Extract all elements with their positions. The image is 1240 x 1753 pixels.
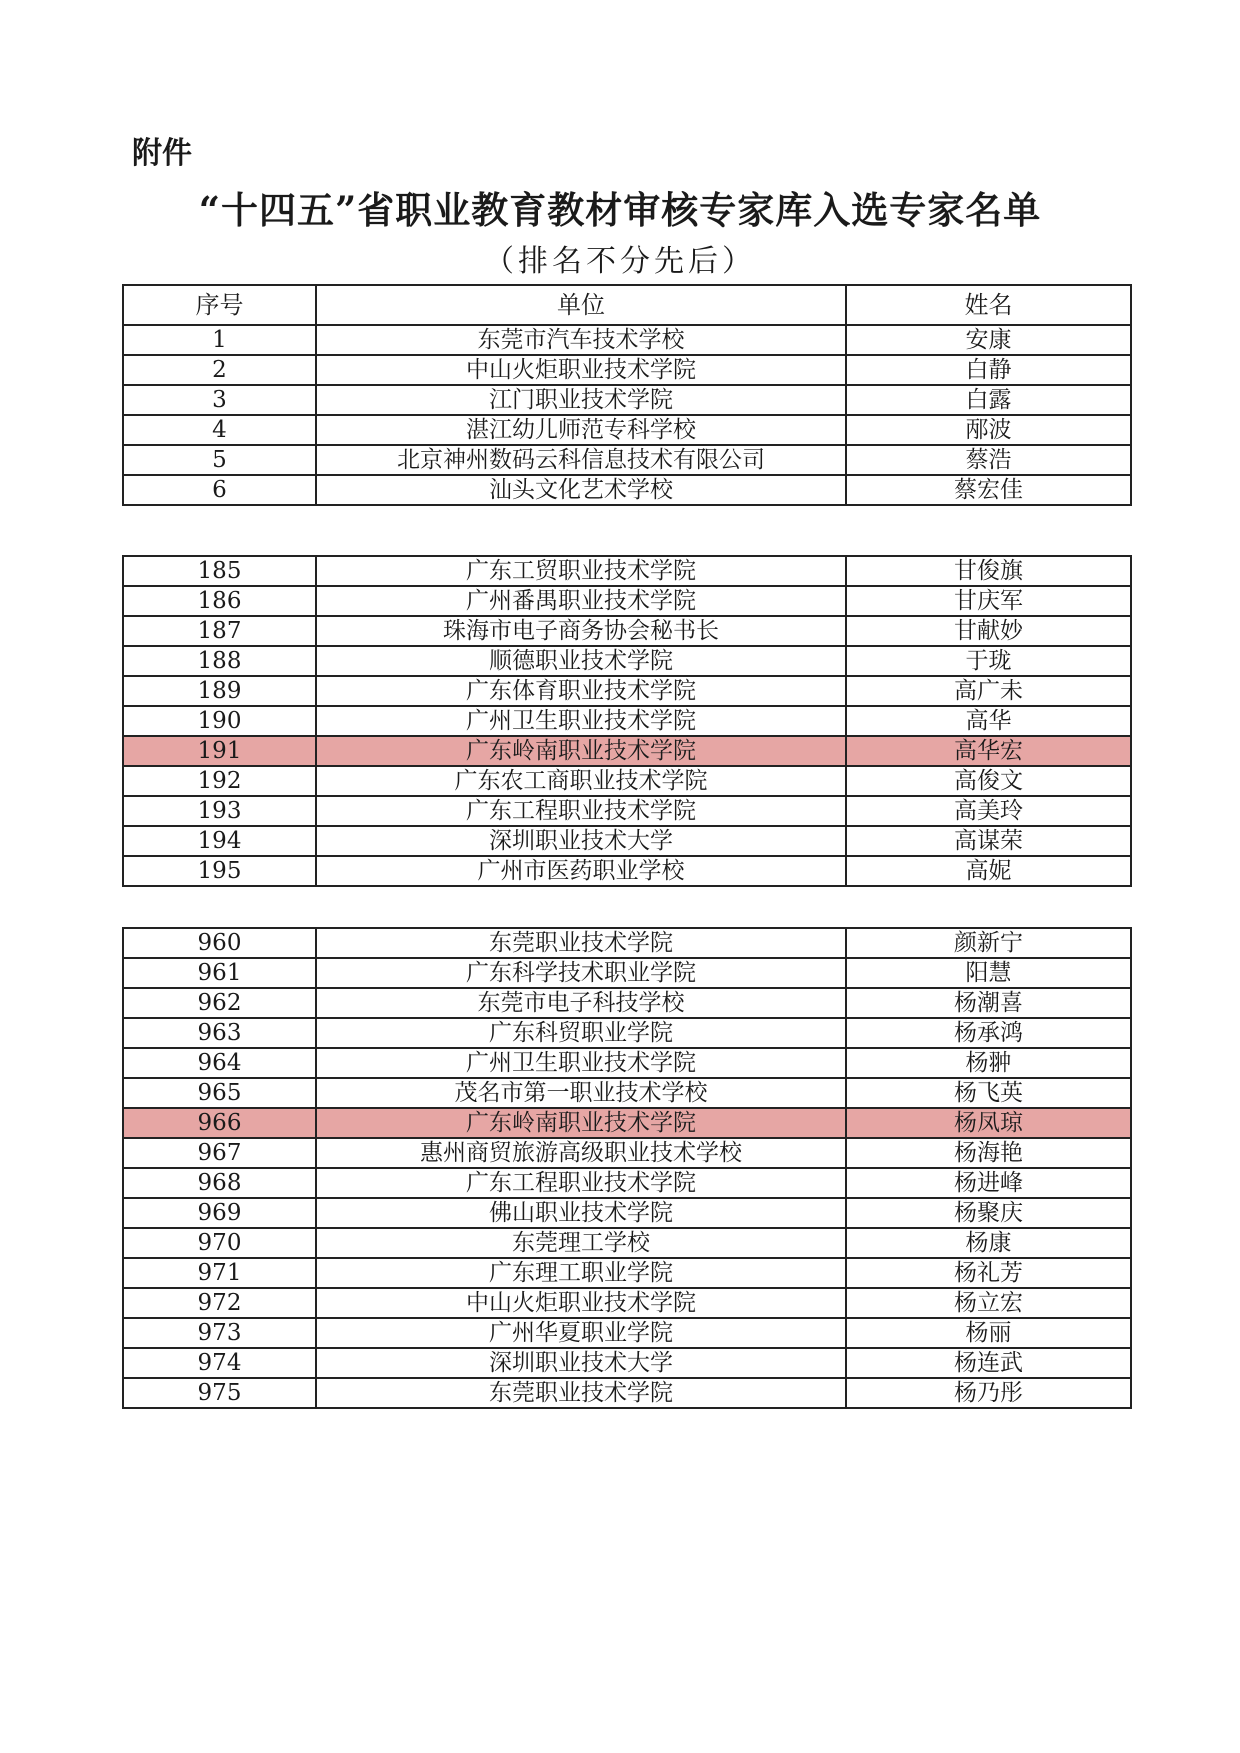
- expert-name-cell: 甘庆军: [846, 586, 1131, 616]
- serial-number-cell: 189: [123, 676, 316, 706]
- expert-name-cell: 高广未: [846, 676, 1131, 706]
- serial-number-cell: 187: [123, 616, 316, 646]
- serial-number-cell: 4: [123, 415, 316, 445]
- unit-cell: 广东工程职业技术学院: [316, 796, 846, 826]
- table-row: [123, 1318, 1131, 1348]
- unit-cell: 惠州商贸旅游高级职业技术学校: [316, 1138, 846, 1168]
- unit-cell: 佛山职业技术学院: [316, 1198, 846, 1228]
- serial-number-cell: 3: [123, 385, 316, 415]
- unit-cell: 广州华夏职业学院: [316, 1318, 846, 1348]
- unit-cell: 中山火炬职业技术学院: [316, 355, 846, 385]
- expert-name-cell: 杨海艳: [846, 1138, 1131, 1168]
- table-row: [123, 676, 1131, 706]
- header-name: 姓名: [846, 285, 1131, 325]
- serial-number-cell: 193: [123, 796, 316, 826]
- table-row: [123, 1198, 1131, 1228]
- table-header-row: [123, 285, 1131, 325]
- serial-number-cell: 964: [123, 1048, 316, 1078]
- serial-number-cell: 970: [123, 1228, 316, 1258]
- table-row: [123, 415, 1131, 445]
- table-row: [123, 1378, 1131, 1408]
- unit-cell: 广东岭南职业技术学院: [316, 736, 846, 766]
- document-title: “十四五”省职业教育教材审核专家库入选专家名单: [198, 188, 1042, 232]
- expert-name-cell: 高俊文: [846, 766, 1131, 796]
- serial-number-cell: 972: [123, 1288, 316, 1318]
- unit-cell: 珠海市电子商务协会秘书长: [316, 616, 846, 646]
- expert-name-cell: 高谋荣: [846, 826, 1131, 856]
- serial-number-cell: 185: [123, 556, 316, 586]
- expert-name-cell: 邴波: [846, 415, 1131, 445]
- table-row: [123, 646, 1131, 676]
- unit-cell: 广东体育职业技术学院: [316, 676, 846, 706]
- serial-number-cell: 192: [123, 766, 316, 796]
- table-row: [123, 325, 1131, 355]
- expert-name-cell: 高妮: [846, 856, 1131, 886]
- table-row: [123, 1168, 1131, 1198]
- serial-number-cell: 6: [123, 475, 316, 505]
- table-row: [123, 445, 1131, 475]
- expert-name-cell: 杨立宏: [846, 1288, 1131, 1318]
- table-row: [123, 826, 1131, 856]
- unit-cell: 汕头文化艺术学校: [316, 475, 846, 505]
- serial-number-cell: 1: [123, 325, 316, 355]
- expert-table-segment-3: [122, 927, 1132, 1409]
- expert-name-cell: 杨翀: [846, 1048, 1131, 1078]
- serial-number-cell: 188: [123, 646, 316, 676]
- serial-number-cell: 975: [123, 1378, 316, 1408]
- expert-name-cell: 杨乃彤: [846, 1378, 1131, 1408]
- table-row: [123, 856, 1131, 886]
- table-row: [123, 1258, 1131, 1288]
- expert-name-cell: 安康: [846, 325, 1131, 355]
- table-row: [123, 958, 1131, 988]
- unit-cell: 东莞理工学校: [316, 1228, 846, 1258]
- serial-number-cell: 967: [123, 1138, 316, 1168]
- table-row: [123, 1048, 1131, 1078]
- unit-cell: 茂名市第一职业技术学校: [316, 1078, 846, 1108]
- unit-cell: 东莞市汽车技术学校: [316, 325, 846, 355]
- unit-cell: 广东科贸职业学院: [316, 1018, 846, 1048]
- unit-cell: 北京神州数码云科信息技术有限公司: [316, 445, 846, 475]
- serial-number-cell: 186: [123, 586, 316, 616]
- attachment-label: 附件: [132, 136, 192, 171]
- header-unit: 单位: [316, 285, 846, 325]
- unit-cell: 广州市医药职业学校: [316, 856, 846, 886]
- expert-name-cell: 杨飞英: [846, 1078, 1131, 1108]
- table-row: [123, 475, 1131, 505]
- serial-number-cell: 971: [123, 1258, 316, 1288]
- expert-name-cell: 杨礼芳: [846, 1258, 1131, 1288]
- serial-number-cell: 195: [123, 856, 316, 886]
- expert-name-cell: 白露: [846, 385, 1131, 415]
- unit-cell: 广东农工商职业技术学院: [316, 766, 846, 796]
- expert-name-cell: 杨潮喜: [846, 988, 1131, 1018]
- table-row-highlighted: [123, 736, 1131, 766]
- serial-number-cell: 191: [123, 736, 316, 766]
- table-row: [123, 796, 1131, 826]
- serial-number-cell: 965: [123, 1078, 316, 1108]
- expert-name-cell: 杨丽: [846, 1318, 1131, 1348]
- expert-name-cell: 杨凤琼: [846, 1108, 1131, 1138]
- unit-cell: 广州卫生职业技术学院: [316, 1048, 846, 1078]
- table-row: [123, 556, 1131, 586]
- table-row: [123, 1228, 1131, 1258]
- expert-name-cell: 高美玲: [846, 796, 1131, 826]
- table-row: [123, 355, 1131, 385]
- unit-cell: 东莞职业技术学院: [316, 1378, 846, 1408]
- table-row: [123, 1288, 1131, 1318]
- table-row: [123, 616, 1131, 646]
- unit-cell: 江门职业技术学院: [316, 385, 846, 415]
- expert-name-cell: 杨连武: [846, 1348, 1131, 1378]
- table-row: [123, 766, 1131, 796]
- serial-number-cell: 961: [123, 958, 316, 988]
- table-row-highlighted: [123, 1108, 1131, 1138]
- expert-name-cell: 蔡宏佳: [846, 475, 1131, 505]
- unit-cell: 广东工贸职业技术学院: [316, 556, 846, 586]
- unit-cell: 广东理工职业学院: [316, 1258, 846, 1288]
- unit-cell: 深圳职业技术大学: [316, 1348, 846, 1378]
- unit-cell: 广东岭南职业技术学院: [316, 1108, 846, 1138]
- unit-cell: 广州卫生职业技术学院: [316, 706, 846, 736]
- unit-cell: 湛江幼儿师范专科学校: [316, 415, 846, 445]
- serial-number-cell: 190: [123, 706, 316, 736]
- table-row: [123, 1138, 1131, 1168]
- expert-name-cell: 甘献妙: [846, 616, 1131, 646]
- unit-cell: 广东科学技术职业学院: [316, 958, 846, 988]
- unit-cell: 广东工程职业技术学院: [316, 1168, 846, 1198]
- expert-name-cell: 杨进峰: [846, 1168, 1131, 1198]
- expert-name-cell: 颜新宁: [846, 928, 1131, 958]
- document-subtitle: （排名不分先后）: [484, 244, 756, 279]
- expert-name-cell: 高华宏: [846, 736, 1131, 766]
- expert-name-cell: 杨聚庆: [846, 1198, 1131, 1228]
- serial-number-cell: 969: [123, 1198, 316, 1228]
- expert-name-cell: 高华: [846, 706, 1131, 736]
- table-row: [123, 1018, 1131, 1048]
- unit-cell: 深圳职业技术大学: [316, 826, 846, 856]
- serial-number-cell: 2: [123, 355, 316, 385]
- expert-name-cell: 杨康: [846, 1228, 1131, 1258]
- unit-cell: 顺德职业技术学院: [316, 646, 846, 676]
- expert-table-segment-2: [122, 555, 1132, 887]
- table-row: [123, 706, 1131, 736]
- serial-number-cell: 960: [123, 928, 316, 958]
- header-serial-number: 序号: [123, 285, 316, 325]
- unit-cell: 中山火炬职业技术学院: [316, 1288, 846, 1318]
- table-row: [123, 586, 1131, 616]
- serial-number-cell: 5: [123, 445, 316, 475]
- unit-cell: 东莞职业技术学院: [316, 928, 846, 958]
- table-row: [123, 928, 1131, 958]
- serial-number-cell: 968: [123, 1168, 316, 1198]
- expert-name-cell: 阳慧: [846, 958, 1131, 988]
- expert-name-cell: 于珑: [846, 646, 1131, 676]
- expert-name-cell: 甘俊旗: [846, 556, 1131, 586]
- serial-number-cell: 966: [123, 1108, 316, 1138]
- serial-number-cell: 973: [123, 1318, 316, 1348]
- serial-number-cell: 194: [123, 826, 316, 856]
- serial-number-cell: 974: [123, 1348, 316, 1378]
- expert-name-cell: 蔡浩: [846, 445, 1131, 475]
- table-row: [123, 385, 1131, 415]
- serial-number-cell: 963: [123, 1018, 316, 1048]
- expert-table-segment-1: [122, 284, 1132, 506]
- expert-name-cell: 白静: [846, 355, 1131, 385]
- expert-name-cell: 杨承鸿: [846, 1018, 1131, 1048]
- table-row: [123, 1078, 1131, 1108]
- serial-number-cell: 962: [123, 988, 316, 1018]
- table-row: [123, 1348, 1131, 1378]
- table-row: [123, 988, 1131, 1018]
- unit-cell: 广州番禺职业技术学院: [316, 586, 846, 616]
- unit-cell: 东莞市电子科技学校: [316, 988, 846, 1018]
